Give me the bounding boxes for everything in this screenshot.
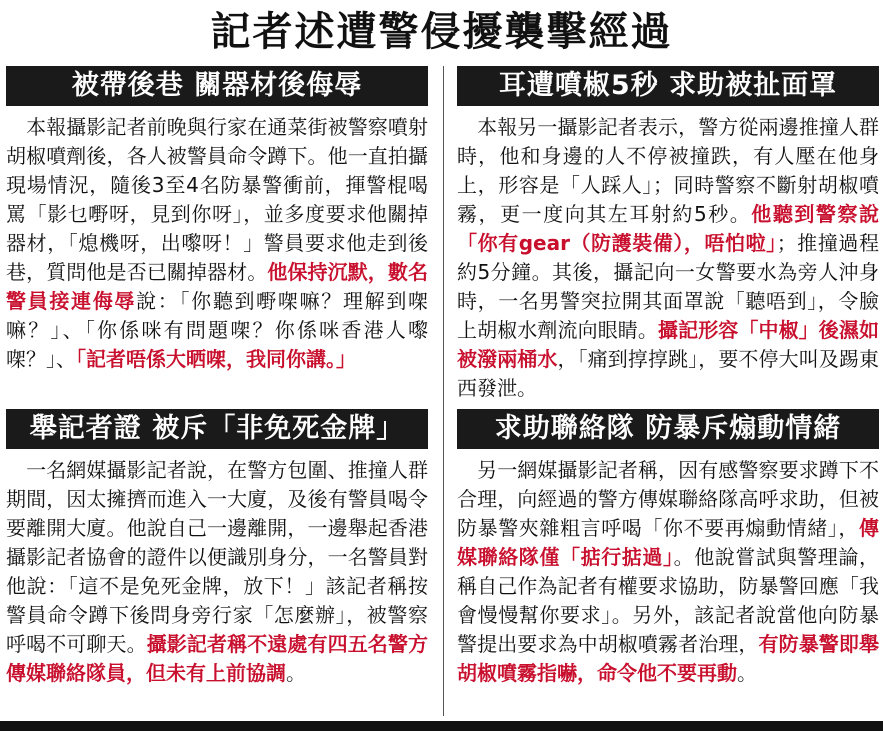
section-heading: 求助聯絡隊 防暴斥煽動情緒 [457, 409, 879, 449]
highlight-text: 他保持沉默，數名警員接連侮辱 [6, 260, 429, 313]
section-heading: 被帶後巷 關器材後侮辱 [6, 66, 428, 106]
body-text: ；推撞過程約5分鐘。其後，攝記向一女警要水為旁人沖身時，一名男警突拉開其面罩說「聽唔到」，令臉上胡椒水劑流向眼睛。 [457, 231, 879, 342]
body-text: ，「痛到㨃㨃跳」，要不停大叫及踢東西發泄。 [457, 347, 880, 400]
highlight-text: 攝記形容「中椒」後濕如被潑兩桶水 [457, 318, 879, 371]
highlight-text: 有防暴警即舉胡椒噴霧指嚇，命令他不要再動 [457, 632, 880, 685]
section-bottom-right [457, 409, 879, 688]
section-heading: 舉記者證 被斥「非免死金牌」 [6, 409, 428, 449]
body-text: 本報另一攝影記者表示，警方從兩邊推撞人群時，他和身邊的人不停被撞跌，有人壓在他身上，形容是「人踩人」；同時警察不斷射胡椒噴霧，更一度向其左耳射約5秒。 [457, 115, 879, 226]
section-bottom-left [6, 409, 428, 688]
highlight-text: 「記者唔係大晒㗎，我同你講。」 [76, 347, 356, 371]
section-heading: 耳遭噴椒5秒 求助被扯面罩 [457, 66, 879, 106]
bottom-rule [0, 721, 883, 731]
section-top-left [6, 66, 428, 374]
body-text: 說：「你聽到嘢㗎嘛？理解到㗎嘛？」、「你係咪有問題㗎？你係咪香港人嚟㗎？」、 [6, 289, 429, 371]
body-text: 。 [286, 661, 306, 685]
highlight-text: 傳媒聯絡隊僅「掂行掂過」 [457, 516, 879, 569]
page-title: 記者述遭警侵擾襲擊經過 [210, 8, 673, 55]
body-text: 。他說嘗試與警理論，稱自己作為記者有權要求協助，防暴警回應「我會慢慢幫你要求」。另外，該記者說當他向防暴警提出要求為中胡椒噴霧者治理， [457, 545, 880, 656]
body-text: 一名網媒攝影記者說，在警方包圍、推撞人群期間，因太擁擠而進入一大廈，及後有警員喝令要離開大廈。他說自己一邊離開，一邊舉起香港攝影記者協會的證件以便識別身分，一名警員對他說：「這不是免死金牌，放下！」該記者稱按警員命令蹲下後問身旁行家「怎麼辦」，被警察呼喝不可聊天。 [6, 458, 428, 656]
body-text: 。 [737, 661, 757, 685]
section-top-right [457, 66, 879, 403]
section-body [457, 456, 879, 688]
body-text: 另一網媒攝影記者稱，因有感警察要求蹲下不合理，向經過的警方傳媒聯絡隊高呼求助，但被防暴警夾雜粗言呼喝「你不要再煽動情緒」， [457, 458, 879, 540]
section-body [6, 456, 428, 688]
section-body [6, 113, 428, 374]
highlight-text: 他聽到警察說「你有gear（防護裝備），唔怕啦」 [457, 202, 879, 255]
section-body [457, 113, 879, 403]
column-divider [443, 66, 444, 716]
body-text: 本報攝影記者前晚與行家在通菜街被警察噴射胡椒噴劑後，各人被警員命令蹲下。他一直拍攝現場情況，隨後3至4名防暴警衝前，揮警棍喝罵「影乜嘢呀，見到你呀」，並多度要求他關掉器材，「熄機呀，出嚟呀！」警員要求他走到後巷，質問他是否已關掉器材。 [6, 115, 428, 284]
highlight-text: 攝影記者稱不遠處有四五名警方傳媒聯絡隊員，但未有上前協調 [6, 632, 429, 685]
